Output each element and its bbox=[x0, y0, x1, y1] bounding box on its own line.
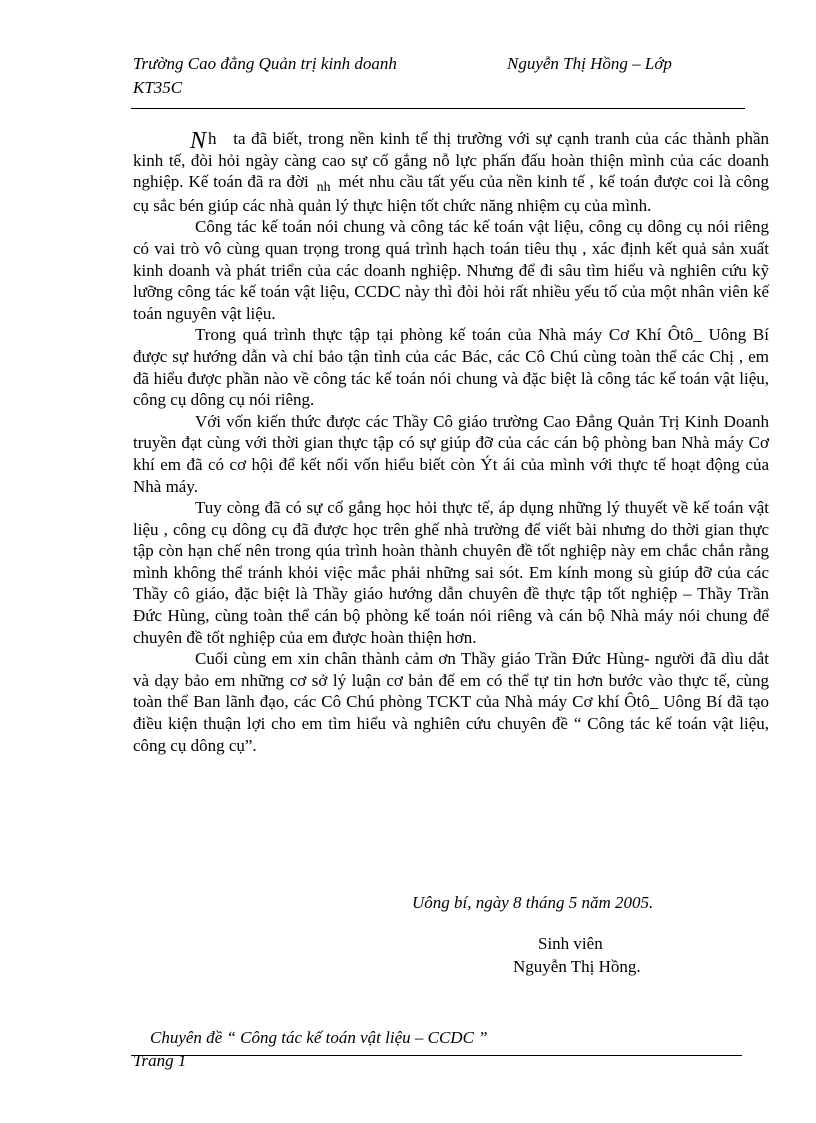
drop-cap: N bbox=[190, 128, 207, 154]
footer-title: Chuyên đề “ Công tác kế toán vật liệu – CCDC ” bbox=[150, 1028, 488, 1047]
paragraph-1 bbox=[133, 128, 769, 216]
header-class-code: KT35C bbox=[133, 78, 183, 97]
document-body bbox=[133, 128, 769, 756]
paragraph-1-text-a: ta đã biết, trong nền kinh tế thị trường với sự cạnh tranh của các thành phần kinh tế, đòi hỏi ngày càng cao sự cố gắng nỗ lực phấn đấu hoàn thiện mình của các doanh nghiệp. Kế toán đã ra đời bbox=[133, 129, 769, 192]
page-header bbox=[133, 52, 745, 100]
paragraph-4: Với vốn kiến thức được các Thầy Cô giáo trường Cao Đẳng Quản Trị Kinh Doanh truyền đạt cùng với thời gian thực tập có sự giúp đỡ của các cán bộ phòng ban Nhà máy Cơ khí em đã có cơ hội để kết nối vốn hiểu biết còn Ýt ái của mình với thực tế hoạt động của Nhà máy. bbox=[133, 411, 769, 496]
header-row bbox=[133, 52, 745, 76]
footer-divider bbox=[131, 1055, 742, 1056]
paragraph-1-text-b: mét nhu cầu tất yếu của nền kinh tế , kế toán được coi là công cụ sắc bén giúp các nhà quản lý thực hiện tốt chức năng nhiệm cụ của mình. bbox=[133, 172, 769, 215]
signer-name: Nguyễn Thị Hồng. bbox=[513, 957, 641, 976]
page-number: Trang 1 bbox=[133, 1051, 187, 1070]
signer-role: Sinh viên bbox=[538, 934, 603, 953]
paragraph-5: Tuy còng đã có sự cố gắng học hỏi thực tế, áp dụng những lý thuyết về kế toán vật liệu , công cụ dông cụ đã được học trên ghế nhà trường để viết bài nhưng do thời gian thực tập còn hạn chế nên trong qúa trình hoàn thành chuyên đề tốt nghiệp này em chắc chắn rằng mình không thể tránh khỏi việc mắc phải những sai sót. Em kính mong sù giúp đỡ của các Thầy cô giáo, đặc biệt là Thầy giáo hướng dẫn chuyên đề thực tập tốt nghiệp – Thầy Trần Đức Hùng, cùng toàn thể cán bộ phòng kế toán nói riêng và cán bộ Nhà máy nói chung để chuyên đề tốt nghiệp của em được hoàn thiện hơn. bbox=[133, 498, 769, 647]
header-school: Trường Cao đẳng Quản trị kinh doanh bbox=[133, 54, 397, 73]
paragraph-1-subscript: nh bbox=[316, 180, 331, 196]
paragraph-6: Cuối cùng em xin chân thành cảm ơn Thầy giáo Trần Đức Hùng- người đã dìu dắt và dạy bảo em những cơ sở lý luận cơ bản để em có thể tự tin hơn bước vào thực tế, cùng toàn thể Ban lãnh đạo, các Cô Chú phòng TCKT của Nhà máy Cơ khí Ôtô_ Uông Bí đã tạo điều kiện thuận lợi cho em tìm hiểu và nghiên cứu chuyên đề “ Công tác kế toán vật liệu, công cụ dông cụ”. bbox=[133, 649, 769, 755]
paragraph-3: Trong quá trình thực tập tại phòng kế toán của Nhà máy Cơ Khí Ôtô_ Uông Bí được sự hướng dẫn và chỉ bảo tận tình của các Bác, các Cô Chú cùng toàn thể các Chị , em đã hiểu được phần nào về công tác kế toán nói chung và đặc biệt là công tác kế toán vật liệu, công cụ dông cụ nói riêng. bbox=[133, 325, 769, 410]
header-author: Nguyễn Thị Hồng – Lớp bbox=[507, 54, 672, 73]
place-date: Uông bí, ngày 8 tháng 5 năm 2005. bbox=[412, 893, 654, 912]
paragraph-2: Công tác kế toán nói chung và công tác kế toán vật liệu, công cụ dông cụ nói riêng có vai trò vô cùng quan trọng trong quá trình hạch toán tiêu thụ , xác định kết quả sản xuất kinh doanh và phát triển của các doanh nghiệp. Nhưng để đi sâu tìm hiểu và nghiên cứu kỹ lưỡng công tác kế toán vật liệu, CCDC này thì đòi hỏi rất nhiều yếu tố của một nhân viên kế toán nguyên vật liệu. bbox=[133, 217, 769, 323]
header-divider bbox=[131, 108, 745, 109]
paragraph-1-start: h bbox=[208, 129, 217, 148]
